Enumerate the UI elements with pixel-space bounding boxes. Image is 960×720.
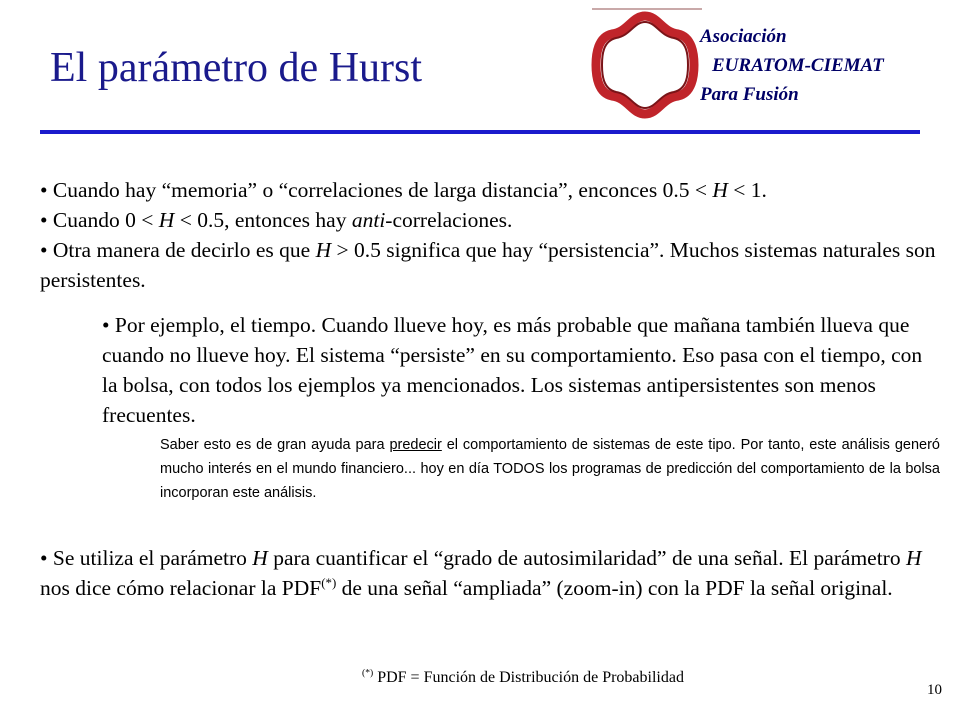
hurst-variable: H [905, 546, 922, 570]
slide-title: El parámetro de Hurst [50, 45, 423, 91]
bullet-persistence [40, 235, 945, 295]
hurst-variable: H [712, 178, 728, 202]
page-number: 10 [927, 682, 942, 698]
hurst-variable: H [252, 546, 268, 570]
italic-anti: anti [351, 208, 386, 232]
main-bullets [40, 175, 945, 295]
bullet-text: • Se utiliza el parámetro [40, 546, 253, 570]
note-text: el comportamiento de sistemas de este tipo. Por tanto, este análisis generó mucho interés en el mundo financiero... hoy en día TODOS los programas de predicción del comportamiento de la bolsa incorporan este análisis. [160, 437, 940, 501]
hurst-variable: H [158, 208, 175, 232]
organization-line-2: EURATOM-CIEMAT [712, 55, 884, 76]
self-similarity-bullet [40, 543, 940, 603]
bullet-text: nos dice cómo relacionar la PDF [40, 576, 322, 600]
organization-name [700, 22, 950, 109]
bullet-text: • Cuando hay “memoria” o “correlaciones de larga distancia”, enconces 0.5 < [40, 178, 713, 202]
finance-note [160, 433, 940, 505]
bullet-anticorrelation [40, 205, 945, 235]
organization-line-1: Asociación [700, 26, 787, 47]
organization-line-3: Para Fusión [700, 84, 799, 105]
bullet-text: < 0.5, entonces hay [174, 208, 352, 232]
footnote-marker: (*) [362, 667, 374, 679]
bullet-memory [40, 175, 945, 205]
sub-bullet [102, 310, 942, 430]
footnote [362, 669, 684, 687]
footnote-marker: (*) [321, 575, 337, 590]
bullet-text: de una señal “ampliada” (zoom-in) con la PDF la señal original. [336, 576, 893, 600]
sub-bullet-weather: • Por ejemplo, el tiempo. Cuando llueve hoy, es más probable que mañana también llueva que cuando no llueve hoy. El sistema “persiste” en su comportamiento. Eso pasa con el tiempo, con la bolsa, con todos los ejemplos ya mencionados. Los sistemas antipersistentes son menos frecuentes. [102, 313, 923, 427]
title-underline [40, 130, 920, 134]
euratom-ring-logo-icon [590, 10, 700, 120]
hurst-variable: H [315, 238, 332, 262]
bullet-text: -correlaciones. [385, 208, 513, 232]
footnote-text: PDF = Función de Distribución de Probabilidad [373, 669, 684, 686]
note-underlined: predecir [389, 437, 442, 453]
bullet-text: • Cuando 0 < [40, 208, 159, 232]
bullet-text: • Otra manera de decirlo es que [40, 238, 316, 262]
bullet-self-similarity [40, 543, 940, 603]
bullet-text: < 1. [727, 178, 767, 202]
bullet-text: para cuantificar el “grado de autosimilaridad” de una señal. El parámetro [267, 546, 906, 570]
note-text: Saber esto es de gran ayuda para [160, 437, 390, 453]
bullet-text: > 0.5 significa que hay “persistencia”. Muchos sistemas naturales son persistentes. [40, 238, 936, 292]
